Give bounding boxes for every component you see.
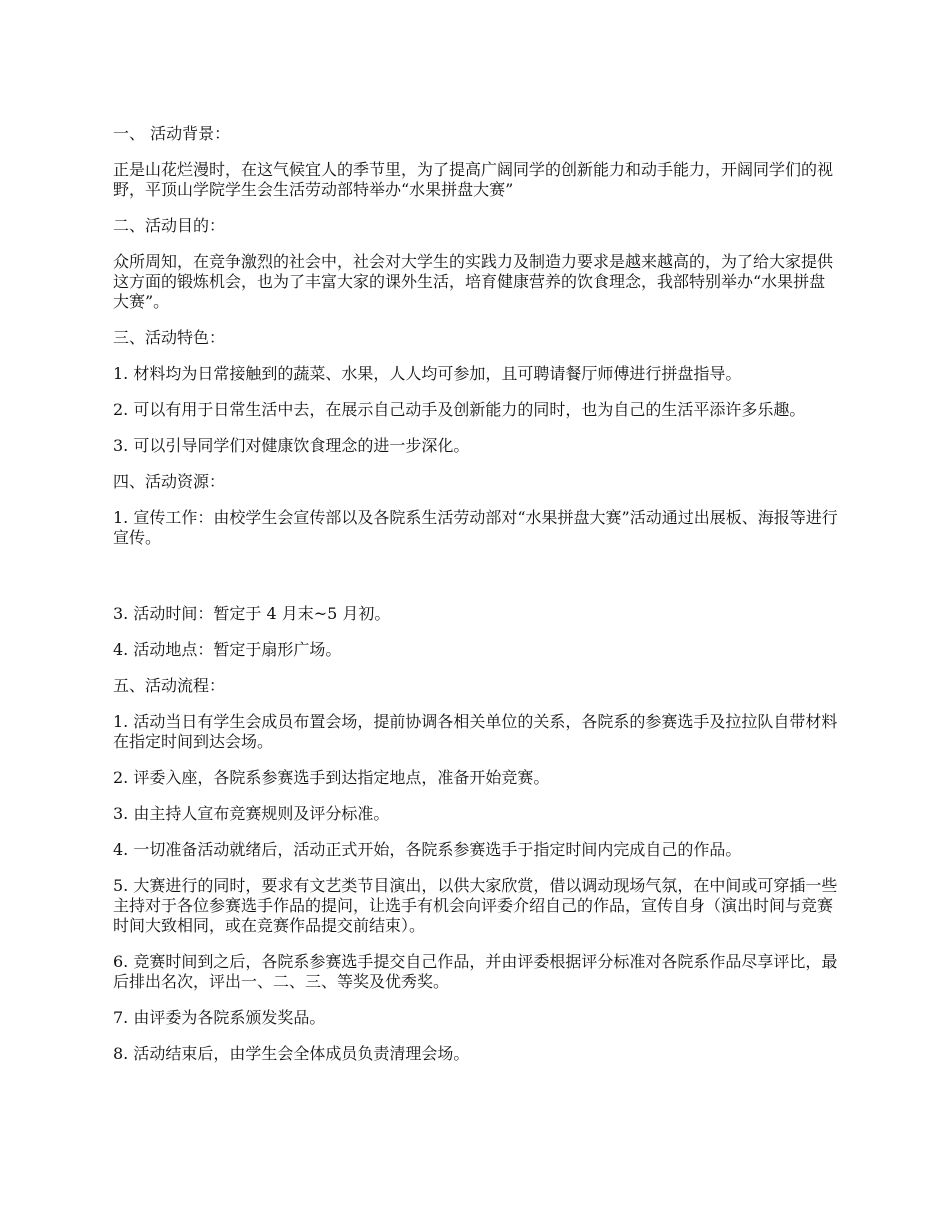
process-item-6: 6. 竞赛时间到之后，各院系参赛选手提交自己作品，并由评委根据评分标准对各院系作品尽享评比，最后排出名次，评出一、二、三、等奖及优秀奖。: [113, 952, 838, 991]
heading-purpose: 二、活动目的：: [113, 216, 226, 235]
resource-item-3: 3. 活动时间：暂定于 4 月末~5 月初。: [113, 604, 391, 623]
process-item-4: 4. 一切准备活动就绪后，活动正式开始，各院系参赛选手于指定时间内完成自己的作品。: [113, 840, 742, 859]
process-item-2: 2. 评委入座，各院系参赛选手到达指定地点，准备开始竞赛。: [113, 768, 550, 787]
heading-process: 五、活动流程：: [113, 676, 226, 695]
feature-item-2: 2. 可以有用于日常生活中去，在展示自己动手及创新能力的同时，也为自己的生活平添许多乐趣。: [113, 400, 806, 419]
process-item-7: 7. 由评委为各院系颁发奖品。: [113, 1008, 326, 1027]
process-item-1: 1. 活动当日有学生会成员布置会场，提前协调各相关单位的关系，各院系的参赛选手及拉拉队自带材料在指定时间到达会场。: [113, 712, 838, 751]
blank-line: [113, 564, 839, 604]
paragraph-background: 正是山花烂漫时，在这气候宜人的季节里，为了提高广阔同学的创新能力和动手能力，开阔同学们的视野，平顶山学院学生会生活劳动部特举办“水果拼盘大赛”: [113, 160, 834, 199]
process-item-3: 3. 由主持人宣布竞赛规则及评分标准。: [113, 804, 390, 823]
feature-item-1: 1. 材料均为日常接触到的蔬菜、水果，人人均可参加，且可聘请餐厅师傅进行拼盘指导。: [113, 364, 742, 383]
heading-features: 三、活动特色：: [113, 328, 226, 347]
feature-item-3: 3. 可以引导同学们对健康饮食理念的进一步深化。: [113, 436, 470, 455]
heading-background: 一、 活动背景：: [113, 124, 231, 143]
heading-resources: 四、活动资源：: [113, 472, 226, 491]
process-item-8: 8. 活动结束后，由学生会全体成员负责清理会场。: [113, 1044, 470, 1063]
process-item-5: 5. 大赛进行的同时，要求有文艺类节目演出，以供大家欣赏，借以调动现场气氛，在中间或可穿插一些主持对于各位参赛选手作品的提问，让选手有机会向评委介绍自己的作品，宣传自身（演出时间与竞赛时间大致相同，或在竞赛作品提交前结束）。: [113, 876, 838, 935]
paragraph-purpose: 众所周知，在竞争激烈的社会中，社会对大学生的实践力及制造力要求是越来越高的，为了给大家提供这方面的锻炼机会，也为了丰富大家的课外生活，培育健康营养的饮食理念，我部特别举办“水果拼盘大赛”。: [113, 252, 834, 311]
document-body: [113, 124, 839, 1080]
resource-item-4: 4. 活动地点：暂定于扇形广场。: [113, 640, 342, 659]
resource-item-1: 1. 宣传工作：由校学生会宣传部以及各院系生活劳动部对“水果拼盘大赛”活动通过出展板、海报等进行宣传。: [113, 508, 838, 547]
